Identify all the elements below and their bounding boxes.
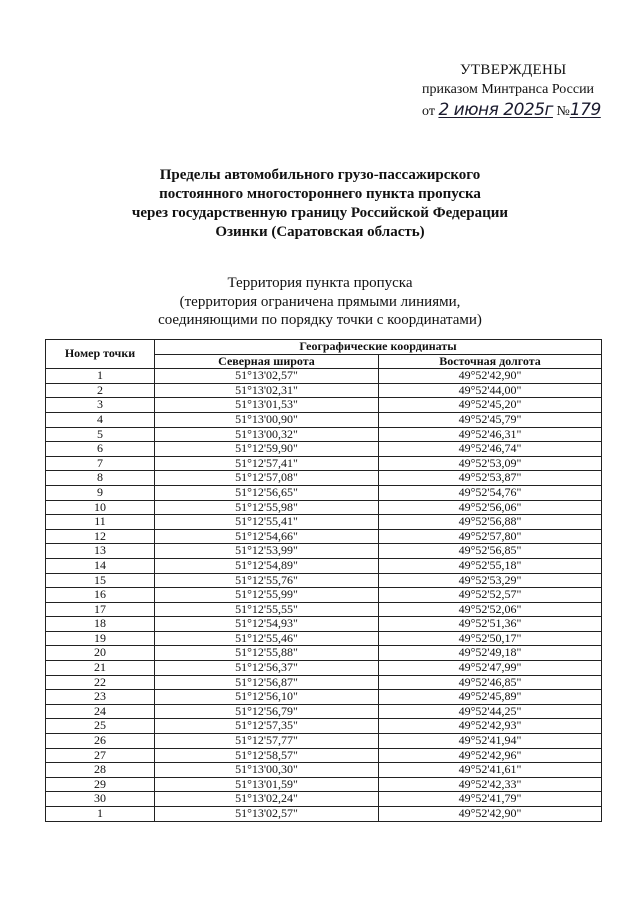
latitude-cell: 51°12'55,76" (155, 573, 379, 588)
longitude-cell: 49°52'41,61" (379, 763, 602, 778)
latitude-cell: 51°13'00,30" (155, 763, 379, 778)
latitude-cell: 51°13'02,57" (155, 369, 379, 384)
latitude-cell: 51°12'55,41" (155, 515, 379, 530)
latitude-cell: 51°12'57,41" (155, 456, 379, 471)
latitude-cell: 51°12'56,10" (155, 690, 379, 705)
point-number-cell: 12 (46, 529, 155, 544)
latitude-cell: 51°12'55,46" (155, 631, 379, 646)
longitude-cell: 49°52'46,31" (379, 427, 602, 442)
point-number-cell: 16 (46, 588, 155, 603)
latitude-cell: 51°12'55,99" (155, 588, 379, 603)
table-row (46, 383, 602, 398)
longitude-cell: 49°52'52,06" (379, 602, 602, 617)
point-number-cell: 13 (46, 544, 155, 559)
order-reference: приказом Минтранса России (422, 82, 595, 97)
table-header-row (46, 340, 602, 355)
point-number-cell: 8 (46, 471, 155, 486)
longitude-cell: 49°52'41,79" (379, 792, 602, 807)
latitude-cell: 51°12'57,35" (155, 719, 379, 734)
table-row (46, 573, 602, 588)
latitude-cell: 51°13'02,31" (155, 383, 379, 398)
order-date-line (422, 100, 601, 120)
latitude-cell: 51°12'56,65" (155, 485, 379, 500)
table-row (46, 412, 602, 427)
longitude-cell: 49°52'53,29" (379, 573, 602, 588)
table-row (46, 485, 602, 500)
table-row (46, 398, 602, 413)
header-east-longitude: Восточная долгота (379, 354, 602, 369)
point-number-cell: 14 (46, 558, 155, 573)
table-row (46, 602, 602, 617)
table-row (46, 792, 602, 807)
table-row (46, 646, 602, 661)
title-line-2: постоянного многостороннего пункта пропуска (159, 186, 481, 202)
header-point-number: Номер точки (46, 340, 155, 369)
document-title (0, 166, 640, 242)
table-row (46, 690, 602, 705)
point-number-cell: 6 (46, 442, 155, 457)
subtitle-line-3: соединяющими по порядку точки с координатами) (158, 312, 482, 328)
latitude-cell: 51°12'56,79" (155, 704, 379, 719)
latitude-cell: 51°12'54,93" (155, 617, 379, 632)
table-row (46, 748, 602, 763)
longitude-cell: 49°52'42,90" (379, 807, 602, 822)
table-row (46, 661, 602, 676)
longitude-cell: 49°52'45,79" (379, 412, 602, 427)
longitude-cell: 49°52'53,09" (379, 456, 602, 471)
longitude-cell: 49°52'56,85" (379, 544, 602, 559)
point-number-cell: 3 (46, 398, 155, 413)
title-line-1: Пределы автомобильного грузо-пассажирского (159, 167, 481, 183)
longitude-cell: 49°52'42,90" (379, 369, 602, 384)
latitude-cell: 51°13'01,53" (155, 398, 379, 413)
coordinates-table (45, 339, 602, 822)
handwritten-date: 2 июня 2025г (438, 100, 553, 120)
latitude-cell: 51°12'55,55" (155, 602, 379, 617)
table-row (46, 704, 602, 719)
longitude-cell: 49°52'56,88" (379, 515, 602, 530)
longitude-cell: 49°52'44,25" (379, 704, 602, 719)
latitude-cell: 51°12'55,98" (155, 500, 379, 515)
longitude-cell: 49°52'51,36" (379, 617, 602, 632)
latitude-cell: 51°12'58,57" (155, 748, 379, 763)
latitude-cell: 51°12'57,08" (155, 471, 379, 486)
date-prefix: от (422, 104, 435, 119)
table-row (46, 442, 602, 457)
longitude-cell: 49°52'53,87" (379, 471, 602, 486)
latitude-cell: 51°12'53,99" (155, 544, 379, 559)
point-number-cell: 9 (46, 485, 155, 500)
table-row (46, 471, 602, 486)
point-number-cell: 23 (46, 690, 155, 705)
point-number-cell: 4 (46, 412, 155, 427)
longitude-cell: 49°52'44,00" (379, 383, 602, 398)
latitude-cell: 51°12'56,37" (155, 661, 379, 676)
point-number-cell: 29 (46, 777, 155, 792)
longitude-cell: 49°52'46,85" (379, 675, 602, 690)
point-number-cell: 2 (46, 383, 155, 398)
subtitle-line-1: Территория пункта пропуска (227, 275, 413, 291)
point-number-cell: 10 (46, 500, 155, 515)
point-number-cell: 15 (46, 573, 155, 588)
table-body (46, 369, 602, 821)
table-row (46, 529, 602, 544)
subtitle-line-2: (территория ограничена прямыми линиями, (179, 293, 461, 310)
longitude-cell: 49°52'54,76" (379, 485, 602, 500)
longitude-cell: 49°52'47,99" (379, 661, 602, 676)
title-line-4: Озинки (Саратовская область) (215, 224, 425, 240)
longitude-cell: 49°52'49,18" (379, 646, 602, 661)
table-row (46, 456, 602, 471)
table-row (46, 675, 602, 690)
table-row (46, 777, 602, 792)
point-number-cell: 25 (46, 719, 155, 734)
longitude-cell: 49°52'46,74" (379, 442, 602, 457)
table-row (46, 719, 602, 734)
point-number-cell: 27 (46, 748, 155, 763)
latitude-cell: 51°12'59,90" (155, 442, 379, 457)
point-number-cell: 28 (46, 763, 155, 778)
latitude-cell: 51°12'56,87" (155, 675, 379, 690)
point-number-cell: 26 (46, 734, 155, 749)
latitude-cell: 51°12'54,89" (155, 558, 379, 573)
latitude-cell: 51°12'55,88" (155, 646, 379, 661)
latitude-cell: 51°13'02,57" (155, 807, 379, 822)
longitude-cell: 49°52'41,94" (379, 734, 602, 749)
point-number-cell: 7 (46, 456, 155, 471)
latitude-cell: 51°13'02,24" (155, 792, 379, 807)
table-row (46, 558, 602, 573)
header-north-latitude: Северная широта (155, 354, 379, 369)
point-number-cell: 5 (46, 427, 155, 442)
point-number-cell: 11 (46, 515, 155, 530)
point-number-cell: 1 (46, 369, 155, 384)
handwritten-order-number: 179 (569, 100, 601, 120)
number-prefix: № (556, 104, 570, 119)
approval-heading: УТВЕРЖДЕНЫ (460, 62, 567, 78)
point-number-cell: 18 (46, 617, 155, 632)
longitude-cell: 49°52'55,18" (379, 558, 602, 573)
point-number-cell: 21 (46, 661, 155, 676)
latitude-cell: 51°13'00,32" (155, 427, 379, 442)
longitude-cell: 49°52'42,33" (379, 777, 602, 792)
longitude-cell: 49°52'45,89" (379, 690, 602, 705)
longitude-cell: 49°52'50,17" (379, 631, 602, 646)
header-geo-coordinates: Географические координаты (155, 340, 602, 355)
point-number-cell: 1 (46, 807, 155, 822)
point-number-cell: 17 (46, 602, 155, 617)
longitude-cell: 49°52'45,20" (379, 398, 602, 413)
table-row (46, 807, 602, 822)
longitude-cell: 49°52'42,93" (379, 719, 602, 734)
latitude-cell: 51°13'00,90" (155, 412, 379, 427)
latitude-cell: 51°12'57,77" (155, 734, 379, 749)
longitude-cell: 49°52'57,80" (379, 529, 602, 544)
table-row (46, 734, 602, 749)
table-row (46, 427, 602, 442)
table-row (46, 617, 602, 632)
longitude-cell: 49°52'52,57" (379, 588, 602, 603)
table-row (46, 763, 602, 778)
point-number-cell: 22 (46, 675, 155, 690)
table-row (46, 631, 602, 646)
latitude-cell: 51°12'54,66" (155, 529, 379, 544)
table-row (46, 369, 602, 384)
longitude-cell: 49°52'56,06" (379, 500, 602, 515)
longitude-cell: 49°52'42,96" (379, 748, 602, 763)
point-number-cell: 20 (46, 646, 155, 661)
point-number-cell: 30 (46, 792, 155, 807)
table-row (46, 544, 602, 559)
table-row (46, 500, 602, 515)
point-number-cell: 19 (46, 631, 155, 646)
section-subtitle (0, 274, 640, 330)
title-line-3: через государственную границу Российской Федерации (131, 205, 509, 221)
latitude-cell: 51°13'01,59" (155, 777, 379, 792)
table-row (46, 515, 602, 530)
point-number-cell: 24 (46, 704, 155, 719)
table-row (46, 588, 602, 603)
